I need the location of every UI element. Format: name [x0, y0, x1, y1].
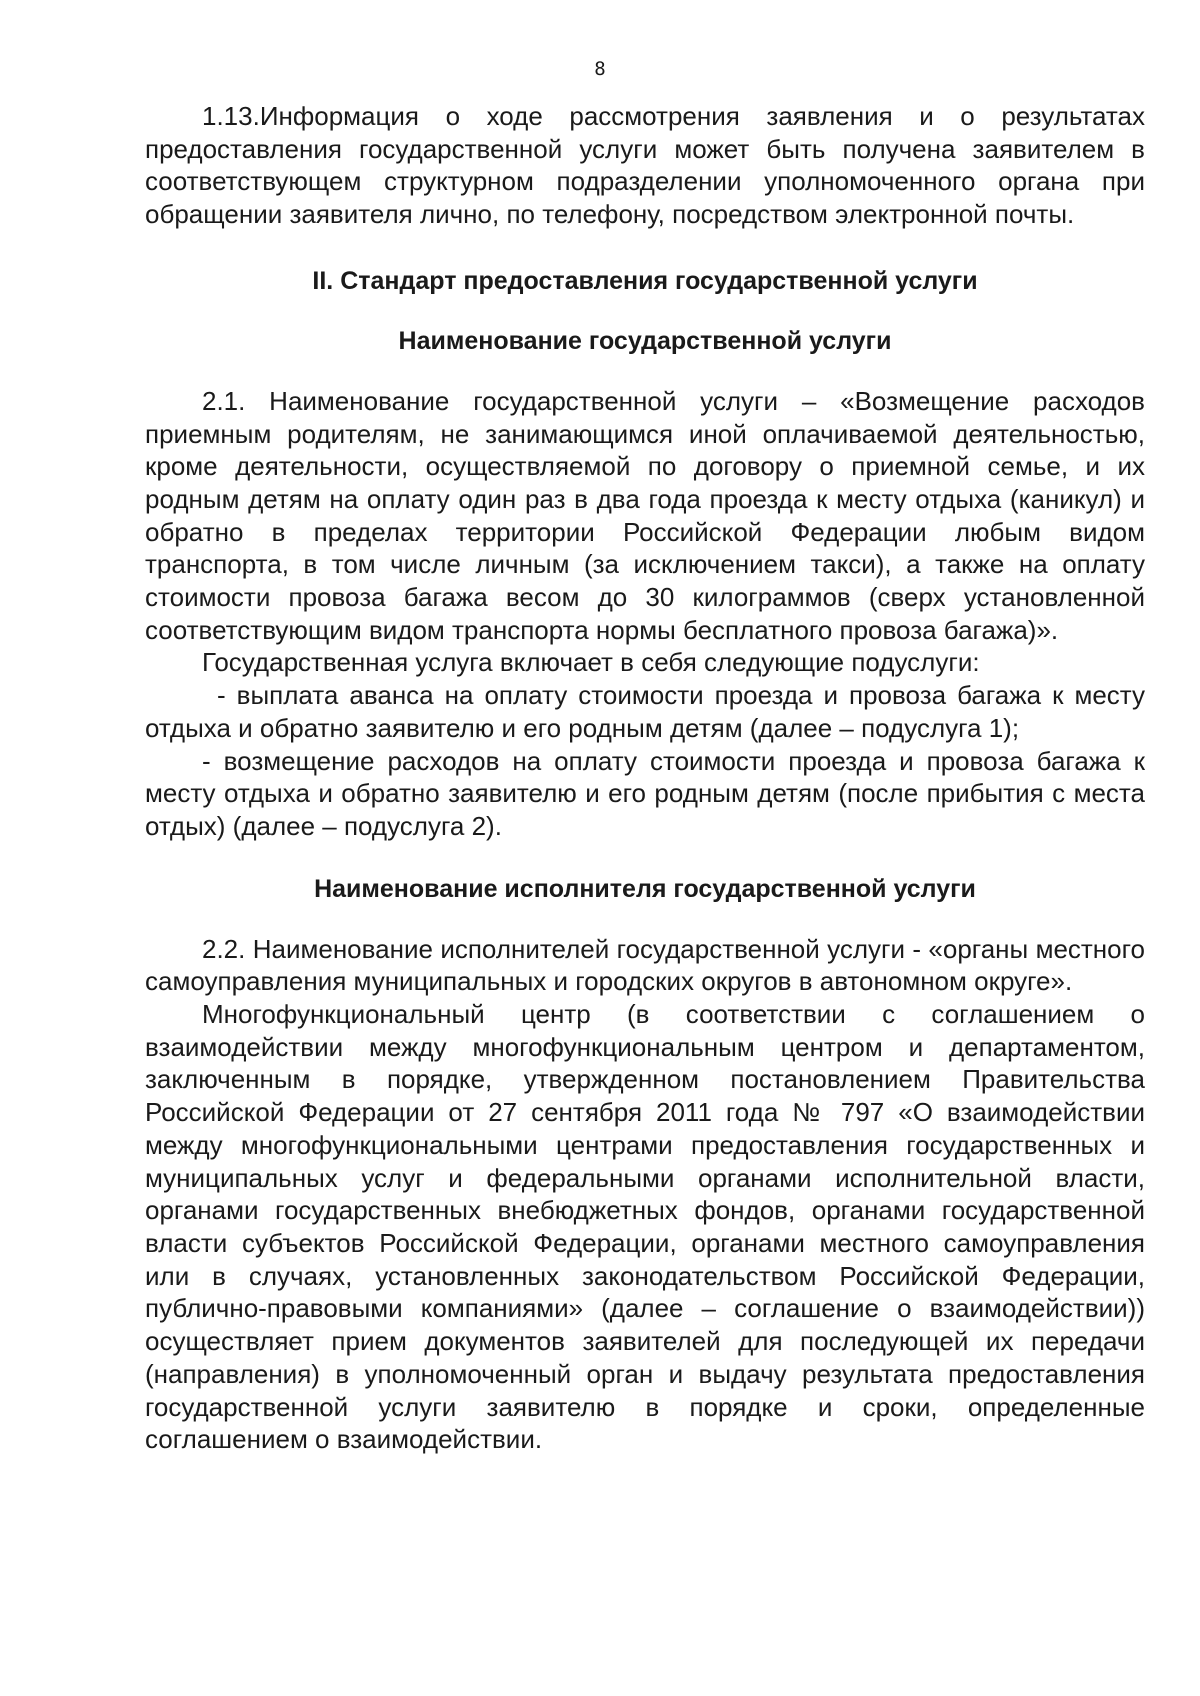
section-ii-title: II. Стандарт предоставления государственной услуги: [312, 266, 978, 295]
subservice-2: - возмещение расходов на оплату стоимости проезда и провоза багажа к месту отдыха и обратно заявителю и его родным детям (после прибытия с места отдых) (далее – подуслуга 2).: [145, 745, 1145, 841]
heading-executor-name: Наименование исполнителя государственной услуги: [314, 874, 976, 903]
heading-service-name: Наименование государственной услуги: [398, 326, 892, 355]
paragraph-2-2: 2.2. Наименование исполнителей государственной услуги - «органы местного самоуправления муниципальных и городских округов в автономном округе».: [145, 933, 1145, 997]
document-body: [145, 100, 1145, 1456]
paragraph-2-1: 2.1. Наименование государственной услуги – «Возмещение расходов приемным родителям, не занимающимся иной оплачиваемой деятельностью, кроме деятельности, осуществляемой по договору о приемной семье, и их родным детям на оплату один раз в два года проезда к месту отдыха (каникул) и обратно в пределах территории Российской Федерации любым видом транспорта, в том числе личным (за исключением такси), а также на оплату стоимости провоза багажа весом до 30 килограммов (сверх установленной соответствующим видом транспорта нормы бесплатного провоза багажа)».: [145, 385, 1145, 645]
paragraph-1-13: 1.13.Информация о ходе рассмотрения заявления и о результатах предоставления государственной услуги может быть получена заявителем в соответствующем структурном подразделении уполномоченного органа при обращении заявителя лично, по телефону, посредством электронной почты.: [145, 101, 1145, 230]
paragraph-mfc: Многофункциональный центр (в соответствии с соглашением о взаимодействии между многофункциональным центром и департаментом, заключенным в порядке, утвержденном постановлением Правительства Российской Федерации от 27 сентября 2011 года № 797 «О взаимодействии между многофункциональными центрами предоставления государственных и муниципальных услуг и федеральными органами исполнительной власти, органами государственных внебюджетных фондов, органами государственной власти субъектов Российской Федерации, органами местного самоуправления или в случаях, установленных законодательством Российской Федерации, публично-правовыми компаниями» (далее – соглашение о взаимодействии)) осуществляет прием документов заявителей для последующей их передачи (направления) в уполномоченный орган и выдачу результата предоставления государственной услуги заявителю в порядке и сроки, определенные соглашением о взаимодействии.: [145, 999, 1145, 1455]
subservice-1: - выплата аванса на оплату стоимости проезда и провоза багажа к месту отдыха и обратно заявителю и его родным детям (далее – подуслуга 1);: [145, 680, 1145, 743]
subservices-intro: Государственная услуга включает в себя следующие подуслуги:: [202, 647, 980, 678]
page-number: 8: [594, 58, 606, 80]
